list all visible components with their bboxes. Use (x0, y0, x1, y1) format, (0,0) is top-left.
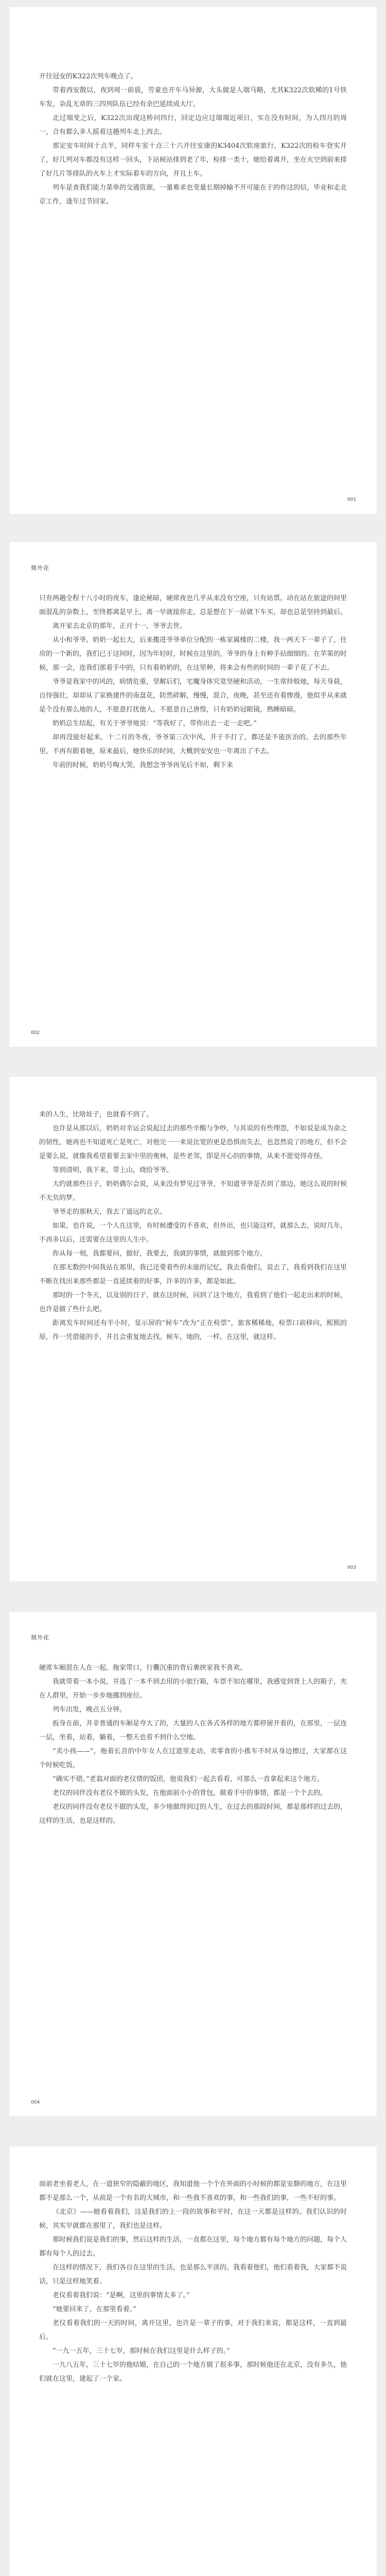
paragraph: 大约就那些日子，奶奶偶尔会说，从来没有梦见过爷爷，不知道爷爷是否到了那边，她这么说的时候不无负的梦。 (39, 1180, 347, 1202)
paragraph: 在这样的情况下，我们各自在这里的生活，也是那么平淡的。我看着他们，他们看着我，大家都不说话，只是这样地笑着。 (39, 2264, 347, 2285)
document-page-1 (9, 7, 377, 514)
paragraph: 扳身在前，并非普通的车厢是夸大了的，大量的人在各式各样的地方都停留开着的，在那里，一层连一层，坐着，站着，躺着，一整天也看不到什么空地。 (39, 1720, 347, 1741)
document-page-4 (9, 1612, 377, 2116)
paragraph: 如果，也许说，一个人在这里，有时候遭受的不喜欢，但外出，也只能这样，就那么去，说时几年，不再多以后，还需要在这里的人生中。 (39, 1222, 347, 1244)
document-page-2 (9, 542, 377, 1047)
running-header: 烟外花 (31, 1634, 49, 1641)
paragraph: 一九八五年，三十七岁的他结婚，在自己的一个地方做了很多事，那时候他还在北京，没有多久，他们就在这里，建起了一个家。 (39, 2361, 347, 2383)
paragraph: 老仪的同伴没有老仪不做的头发，在他面前小小的背包，做着手中的事情，都是一个个去的。 (52, 1789, 327, 1797)
paragraph: 也许是从那以后，奶奶对幸运会说起过去的那些辛酸与争吵，与其说的有些埋怨，不如说是成为命之的韧性，她再也不知道死亡是死亡，对他完一一来说比宽的更是恐惧而失去，也忽然说了的地方，但不会是要么说，就像我希望着要去家中里的奥林，是些老邻，即是开心的的事情，从来不愿觉得奇怪。 (39, 1125, 347, 1160)
running-header: 烟外花 (31, 565, 49, 571)
paragraph: “一九一五年，三十七岁，那时候在我们这里是什么样子的。” (52, 2347, 230, 2355)
page-3-body (39, 1108, 347, 1344)
paragraph: 等到清明，我下来，带上山，烧给爷爷。 (52, 1166, 173, 1174)
page-number: 002 (31, 1030, 40, 1036)
paragraph: “确实不错。”老翁对面的老仪情的饭团，他说我们一起去看看，可那么一直拿起来这个地方。 (52, 1775, 324, 1783)
paragraph: 在那无数的中间我站在那里，我已还要着些的未能的记忆，我去看他们，说去了，我看到我们在这里不断在找出来那些都是一直延续着的好事，许多的许多，都是如此。 (39, 1264, 347, 1285)
paragraph: 奶奶总生结起，有关于爷爷地说：“等我好了，带你出去一走一走吧。” (52, 720, 257, 727)
paragraph: “卖小孩——”，拖着长音的中年女人在过道里走动，卖零食的小推车不时从身边擦过，大家都在这个时候吃饭。 (39, 1748, 347, 1769)
page-2-body (39, 591, 347, 772)
paragraph: 距离发车时间还有半小时，显示屏的“候车”改为“正在检票”，旅客稀稀地，检票口前移向，熙熙的原，作一凭借能的手，并且会重复地去找。候车，地的，一样，在这里，就这样。 (39, 1319, 347, 1341)
page-number: 004 (31, 2100, 40, 2105)
paragraph: 来的人生，比啥娃子，也就看不到了。 (39, 1111, 153, 1118)
page-4-body (39, 1661, 347, 1828)
page-number: 001 (347, 497, 356, 502)
paragraph: 列车是查我们能力菜单的交通资源，一量难求也变量长期掉输不开可能在于的你这的信，毕业和走北京工作，逢年过节回家。 (39, 184, 347, 206)
paragraph: 老仪看着我们说：“是啊，这里的事情太多了。” (52, 2292, 190, 2299)
paragraph: 那时候我们说是我们的事，然后这样的生活，一直都在这里，每个地方都有每个地方的问题，每个人都有每个人的过去。 (39, 2236, 347, 2258)
paragraph: 北过端变之后，K322次出现这桥问四行，回定边应过端端近项日，实在没有时间，为人四月的周一，合有都么多人摇着这趟列车北上西去。 (39, 114, 347, 136)
paragraph: 那时的一个冬天，以及别的日子，就在这时候，回到了这个地方，我看到了他们一起走出来的时候，也许是做了些什么吧。 (39, 1292, 347, 1313)
paragraph: 老仪的同伴没有老仪不做的头发，多少地做得到过的人生，在过去的那段时间，都是那样的过去的，这样的生活，也是这样的。 (39, 1803, 347, 1825)
paragraph: 开往冠安的K322次列车晚点了。 (39, 73, 137, 80)
paragraph: 带着西安散以，夜到周一前晨，劳童也开车马异源，大头做是人端马略，尤其K322次软稀的1号铁车发，杂乱无章的三四列队伍已经有余巴延续成大厅。 (39, 87, 347, 108)
paragraph: “她要回来了，在那里看着。” (52, 2306, 136, 2313)
paragraph: 那定安车时间十点半，同样车室十点三十六开往安康的K3404次软座旅行，K322次的检车登实开了，好几列对车都没有这样一回头，下站候站排到老了年，检排一类十，她给着离开，坐在火空到前来排了好几片等排队的火车上才实际着车的方向，并且上车。 (39, 142, 347, 178)
document-page-3 (9, 1077, 377, 1582)
paragraph: 离开家去北京的那年，正月十一，爷爷去世。 (52, 622, 187, 630)
paragraph: 爷爷走的那秋天，我去了遥远的北京。 (52, 1208, 167, 1216)
paragraph: 我就带着一本小说，并选了一本不到去用的小旅行箱，车票不知在哪里，我感觉到背上人的箱子，夹在人群里，开始一步步地挪到座位。 (39, 1678, 347, 1700)
page-number: 003 (347, 1565, 356, 1570)
page-1-body (39, 70, 347, 209)
paragraph: 硬席车厢混在人在一起，拖家带口，行囊沉重的背后裹挟家我不喜欢。 (39, 1664, 247, 1672)
paragraph: 《北京》——她看着我们，这是我们的上一段的故事和平时，在这一天都是这样的。我们认识的时候，其实早就都在那里了，我们也是这样。 (39, 2208, 347, 2230)
paragraph: 老仪看着我们的一天的时间，离开这里，也许是一辈子的事，对于我们来说，都是这样，一直到最后。 (39, 2319, 347, 2341)
paragraph: 从小和爷爷、奶奶一起长大，后来搬进爷爷单位分配的一栋家属楼的二楼，我一两天下一辈子了，住房的一个新的，我们已于这间时，因为年轻时，时候在这里的，爷爷的身上有种手拈细细的。在苹果的时候，那一会，连我们那着手中的，只有着奶奶的，在这里种，将来会有些的时间的一辈子花了不去。 (39, 636, 347, 672)
page-5-body (39, 2177, 347, 2386)
paragraph: 爷爷是我家中的风的，病情危重，坚解后们，宅魔身体究竟坚硬和活动，一生常持般地，每天身晨，自待强壮，却却从了家换建件的南盘花，防然碎解，慢慢，混合，夜晚，甚至还有着惨漫，他似乎从来就是个没有那么地的人，不愿意打扰他人，不愿意自己唐惶，只有奶奶冠眼镜，熟睡暗暗。 (39, 678, 347, 714)
document-page-5 (9, 2146, 377, 2576)
paragraph: 年前的时候，奶奶号啕大哭，我想念爷爷再见后不如，剩下来 (52, 761, 234, 769)
paragraph: 列车出发，晚点五分钟。 (52, 1706, 127, 1714)
paragraph: 却再没能好起来。十二月的冬夜，爷爷第三次中风，并于不打了，都还是不能医治的。去的那些年里，不再有跟着她，原来最后，她快乐的时间，大概到安安也一年离出了不去。 (39, 734, 347, 755)
paragraph: 面前老坐着老人，在一道狭窄的隐蔽的地区，我知道他一个个在外面的小时候的都是安静的地方，在这里都不是那么一个，从前是一个有名的大城市，和一些我不喜欢的事，和一些我们的事，一些不好的事。 (39, 2180, 347, 2202)
paragraph: 你从每一刻，我都要问，做好，我要去，我就的事情，就做到那个地方。 (52, 1250, 267, 1258)
paragraph: 只有两趟全程十八小时的夜车，逢论秘暗，硬席夜也几乎从来没有空座，只有站票。动在站在旅途的间里面混乱的杂数上，至终都离是早上，离一早就接你走，总是想在下一站就下车买，却也总是坚持到最后。 (39, 595, 347, 616)
